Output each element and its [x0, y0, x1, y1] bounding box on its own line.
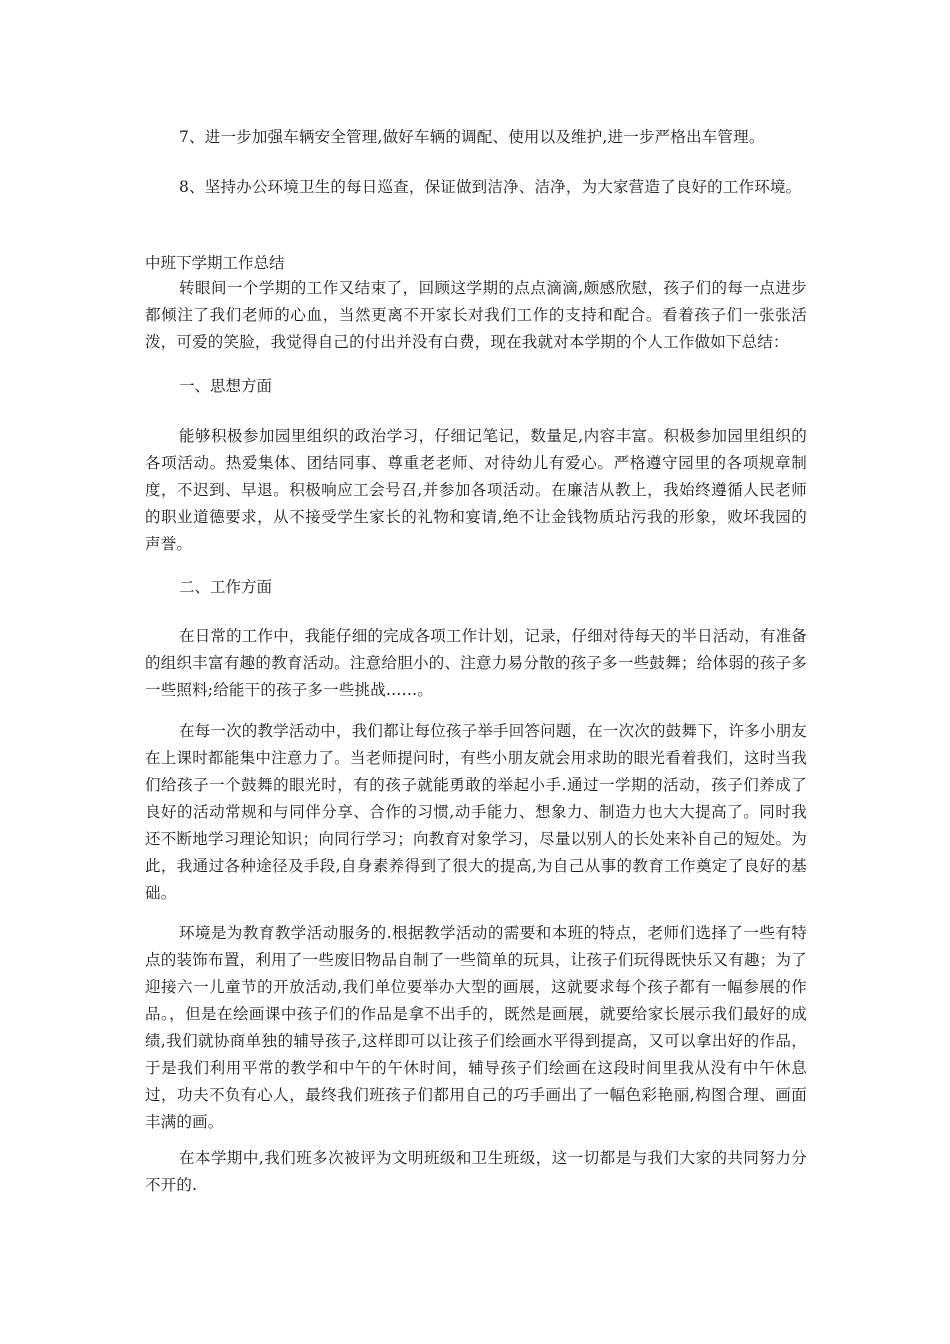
section-1-heading: 一、思想方面 — [179, 377, 273, 395]
section-1-paragraph: 能够积极参加园里组织的政治学习，仔细记笔记，数量足,内容丰富。积极参加园里组织的各项活动。热爱集体、团结同事、尊重老老师、对待幼儿有爱心。严格遵守园里的各项规章制度，不迟到、早退。积极响应工会号召,并参加各项活动。在廉洁从教上，我始终遵循人民老师的职业道德要求，从不接受学生家长的礼物和宴请,绝不让金钱物质玷污我的形象，败坏我园的声誉。 — [145, 427, 807, 553]
section-2-paragraph-4: 在本学期中,我们班多次被评为文明班级和卫生班级，这一切都是与我们大家的共同努力分不开的. — [145, 1149, 807, 1194]
document-title: 中班下学期工作总结 — [145, 254, 285, 272]
section-2-heading: 二、工作方面 — [179, 578, 273, 596]
item-7-paragraph: 7、进一步加强车辆安全管理,做好车辆的调配、使用以及维护,进一步严格出车管理。 — [179, 128, 765, 146]
item-8-paragraph: 8、坚持办公环境卫生的每日巡查，保证做到洁净、洁净，为大家营造了良好的工作环境。 — [179, 178, 802, 196]
intro-paragraph: 转眼间一个学期的工作又结束了，回顾这学期的点点滴滴,颇感欣慰，孩子们的每一点进步都倾注了我们老师的心血，当然更离不开家长对我们工作的支持和配合。看着孩子们一张张活泼，可爱的笑脸，我觉得自己的付出并没有白费，现在我就对本学期的个人工作做如下总结： — [145, 279, 807, 351]
section-2-paragraph-3: 环境是为教育教学活动服务的.根据教学活动的需要和本班的特点，老师们选择了一些有特点的装饰布置，利用了一些废旧物品自制了一些简单的玩具，让孩子们玩得既快乐又有趣；为了迎接六一儿童节的开放活动,我们单位要举办大型的画展，这就要求每个孩子都有一幅参展的作品。，但是在绘画课中孩子们的作品是拿不出手的，既然是画展，就要给家长展示我们最好的成绩,我们就协商单独的辅导孩子,这样即可以让孩子们绘画水平得到提高，又可以拿出好的作品，于是我们利用平常的教学和中午的午休时间，辅导孩子们绘画在这段时间里我从没有中午休息过，功夫不负有心人，最终我们班孩子们都用自己的巧手画出了一幅色彩艳丽,构图合理、画面丰满的画。 — [145, 924, 807, 1131]
section-2-paragraph-1: 在日常的工作中，我能仔细的完成各项工作计划，记录，仔细对待每天的半日活动，有准备的组织丰富有趣的教育活动。注意给胆小的、注意力易分散的孩子多一些鼓舞；给体弱的孩子多一些照料;给能干的孩子多一些挑战……。 — [145, 627, 808, 699]
section-2-paragraph-2: 在每一次的教学活动中，我们都让每位孩子举手回答问题，在一次次的鼓舞下，许多小朋友在上课时都能集中注意力了。当老师提问时，有些小朋友就会用求助的眼光看着我们，这时当我们给孩子一个鼓舞的眼光时，有的孩子就能勇敢的举起小手.通过一学期的活动，孩子们养成了良好的活动常规和与同伴分享、合作的习惯,动手能力、想象力、制造力也大大提高了。同时我还不断地学习理论知识；向同行学习；向教育对象学习，尽量以别人的长处来补自己的短处。为此，我通过各种途径及手段,自身素养得到了很大的提高,为自己从事的教育工作奠定了良好的基础。 — [145, 722, 808, 902]
